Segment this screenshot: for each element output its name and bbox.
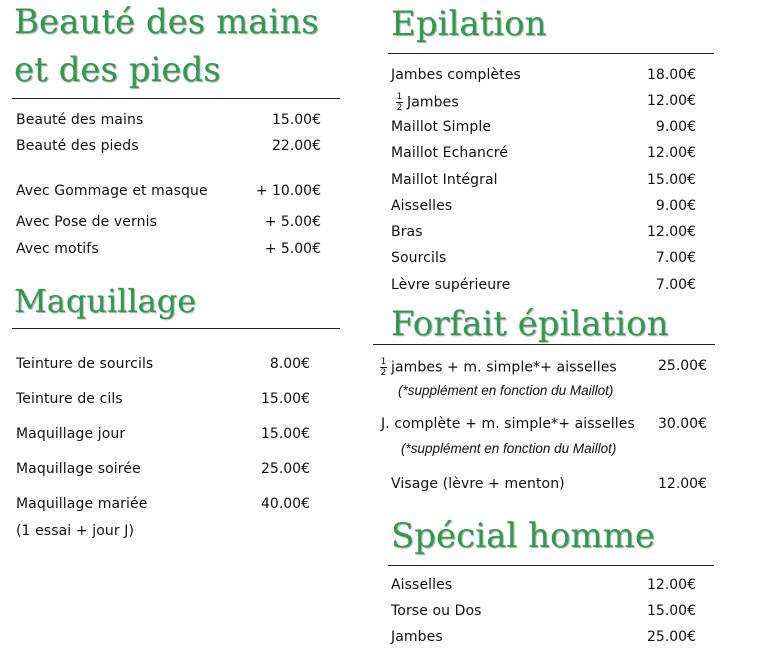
price-label: Avec Gommage et masque (16, 183, 208, 199)
homme-title: Spécial homme (391, 516, 656, 556)
price-value: 12.00€ (647, 577, 696, 593)
homme-divider (388, 565, 714, 566)
price-value: 15.00€ (261, 426, 310, 442)
price-value: 12.00€ (647, 224, 696, 240)
price-value: 25.00€ (261, 461, 310, 477)
price-label: Visage (lèvre + menton) (391, 476, 565, 492)
price-label: Teinture de cils (16, 391, 123, 407)
fraction-numerator: 1 (396, 92, 403, 102)
fraction-numerator: 1 (380, 357, 387, 367)
price-label: Avec Pose de vernis (16, 214, 157, 230)
price-value: + 10.00€ (255, 183, 321, 199)
price-label: Beauté des mains (16, 112, 144, 128)
price-label: Bras (391, 224, 423, 240)
price-label: Jambes complètes (391, 67, 521, 83)
price-value: 8.00€ (269, 356, 310, 372)
fraction-denominator: 2 (380, 368, 387, 378)
maillot-supplement-note: (*supplément en fonction du Maillot) (401, 441, 617, 456)
price-value: 9.00€ (655, 119, 696, 135)
beaute-divider (12, 98, 340, 99)
mariee-note: (1 essai + jour J) (16, 523, 135, 539)
price-value: 15.00€ (261, 391, 310, 407)
price-label (380, 358, 617, 377)
half-fraction (396, 93, 403, 112)
price-value: 15.00€ (272, 112, 321, 128)
price-value: 9.00€ (655, 198, 696, 214)
epilation-title: Epilation (391, 4, 547, 44)
half-fraction (380, 358, 387, 377)
half-legs-label: Jambes (407, 94, 459, 111)
beaute-title-line1: Beauté des mains (14, 2, 319, 42)
price-value: 7.00€ (655, 277, 696, 293)
price-value: 22.00€ (272, 138, 321, 154)
price-value: 30.00€ (658, 416, 707, 432)
price-value: 15.00€ (647, 603, 696, 619)
price-value: 7.00€ (655, 250, 696, 266)
price-label: Maillot Echancré (391, 145, 509, 161)
price-label: Jambes (391, 629, 443, 645)
price-label: Torse ou Dos (391, 603, 482, 619)
beaute-title-line2: et des pieds (14, 50, 221, 90)
price-value: 12.00€ (658, 476, 707, 492)
price-label: Sourcils (391, 250, 447, 266)
price-label: Beauté des pieds (16, 138, 139, 154)
price-value: 18.00€ (647, 67, 696, 83)
price-label: Maquillage soirée (16, 461, 141, 477)
price-value: 40.00€ (261, 496, 310, 512)
price-label: Teinture de sourcils (16, 356, 154, 372)
forfait-title: Forfait épilation (391, 304, 669, 344)
price-value: 15.00€ (647, 172, 696, 188)
epilation-divider (388, 53, 714, 54)
forfait-half-label: jambes + m. simple*+ aisselles (391, 359, 617, 376)
price-value: 12.00€ (647, 93, 696, 109)
forfait-divider (373, 344, 715, 345)
maquillage-title: Maquillage (14, 282, 197, 320)
price-label: Aisselles (391, 577, 453, 593)
price-label: Maillot Simple (391, 119, 492, 135)
price-label: Maquillage jour (16, 426, 126, 442)
price-label: Aisselles (391, 198, 453, 214)
price-value: + 5.00€ (264, 241, 321, 257)
price-label: Lèvre supérieure (391, 277, 511, 293)
maquillage-divider (12, 328, 340, 329)
fraction-denominator: 2 (396, 103, 403, 113)
price-label: Maquillage mariée (16, 496, 148, 512)
price-value: 25.00€ (647, 629, 696, 645)
maillot-supplement-note: (*supplément en fonction du Maillot) (398, 383, 614, 398)
price-label: Maillot Intégral (391, 172, 498, 188)
price-value: 25.00€ (658, 358, 707, 374)
price-label (396, 93, 459, 112)
price-label: J. complète + m. simple*+ aisselles (381, 416, 635, 432)
price-value: + 5.00€ (264, 214, 321, 230)
price-label: Avec motifs (16, 241, 99, 257)
price-value: 12.00€ (647, 145, 696, 161)
